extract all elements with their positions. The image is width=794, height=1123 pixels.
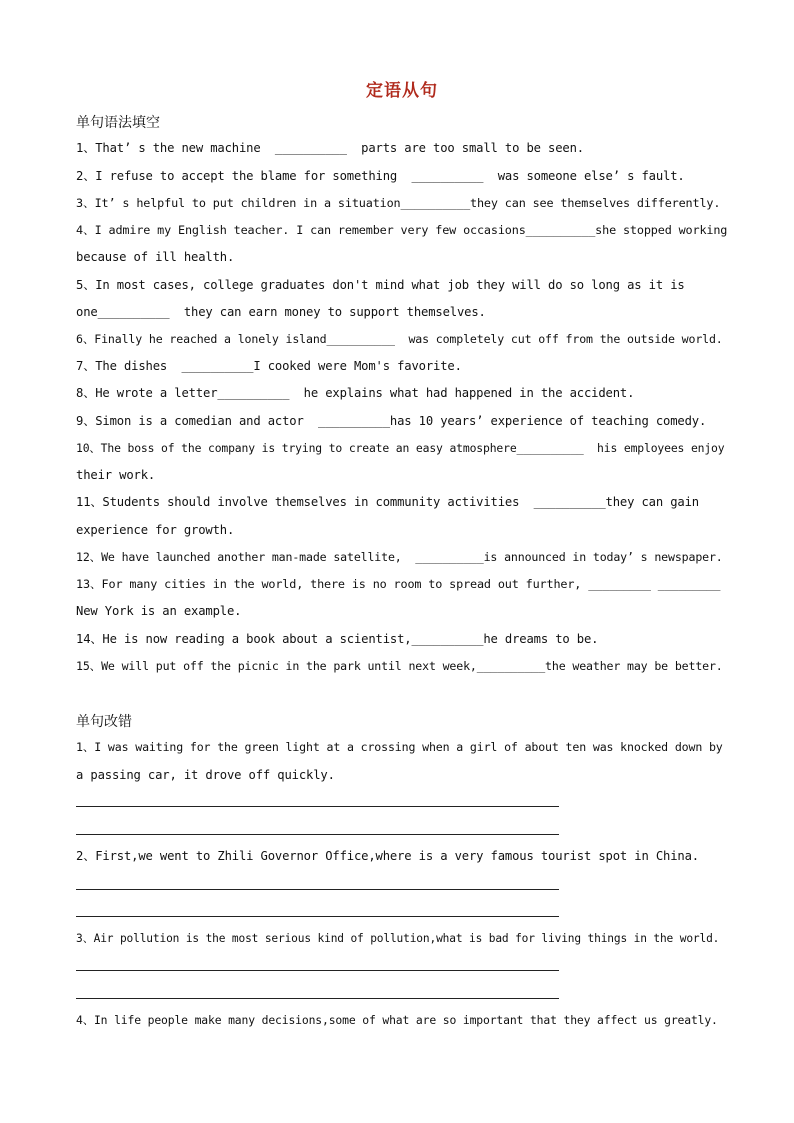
answer-line[interactable]	[76, 889, 559, 890]
question-line: 7、The dishes __________I cooked were Mom's favorite.	[76, 359, 462, 373]
question-line: a passing car, it drove off quickly.	[76, 768, 335, 782]
question-line: 15、We will put off the picnic in the park until next week,__________the weather may be better.	[76, 659, 723, 673]
question-line: 9、Simon is a comedian and actor __________has 10 years’ experience of teaching comedy.	[76, 414, 707, 428]
question-line: 13、For many cities in the world, there is no room to spread out further, _________ _________	[76, 577, 721, 591]
answer-line[interactable]	[76, 998, 559, 999]
question-line: 3、Air pollution is the most serious kind of pollution,what is bad for living things in the world.	[76, 932, 720, 945]
question-line: experience for growth.	[76, 523, 235, 537]
question-line: 11、Students should involve themselves in community activities __________they can gain	[76, 495, 699, 509]
answer-line[interactable]	[76, 970, 559, 971]
section-heading-error-correction: 单句改错	[76, 714, 132, 730]
question-line: 4、I admire my English teacher. I can remember very few occasions__________she stopped working	[76, 223, 728, 237]
question-line: 1、That’ s the new machine __________ parts are too small to be seen.	[76, 141, 584, 155]
answer-line[interactable]	[76, 806, 559, 807]
question-line: 2、I refuse to accept the blame for something __________ was someone else’ s fault.	[76, 169, 685, 183]
question-line: 8、He wrote a letter__________ he explains what had happened in the accident.	[76, 386, 635, 400]
section-heading-fill-in: 单句语法填空	[76, 115, 160, 131]
question-line: 1、I was waiting for the green light at a crossing when a girl of about ten was knocked down by	[76, 740, 723, 754]
question-line: 2、First,we went to Zhili Governor Office,where is a very famous tourist spot in China.	[76, 849, 699, 863]
question-line: because of ill health.	[76, 250, 235, 264]
question-line: their work.	[76, 468, 156, 482]
question-line: New York is an example.	[76, 604, 242, 618]
question-line: 12、We have launched another man-made satellite, __________is announced in today’ s newspaper.	[76, 550, 723, 564]
question-line: 3、It’ s helpful to put children in a situation__________they can see themselves differently.	[76, 196, 721, 210]
answer-line[interactable]	[76, 834, 559, 835]
answer-line[interactable]	[76, 916, 559, 917]
question-line: 4、In life people make many decisions,some of what are so important that they affect us greatly.	[76, 1013, 718, 1027]
question-line: one__________ they can earn money to support themselves.	[76, 305, 486, 319]
page-title: 定语从句	[366, 81, 438, 101]
question-line: 14、He is now reading a book about a scientist,__________he dreams to be.	[76, 632, 599, 646]
question-line: 10、The boss of the company is trying to create an easy atmosphere__________ his employees enjoy	[76, 441, 725, 455]
question-line: 5、In most cases, college graduates don't mind what job they will do so long as it is	[76, 278, 685, 292]
question-line: 6、Finally he reached a lonely island__________ was completely cut off from the outside world.	[76, 332, 723, 346]
